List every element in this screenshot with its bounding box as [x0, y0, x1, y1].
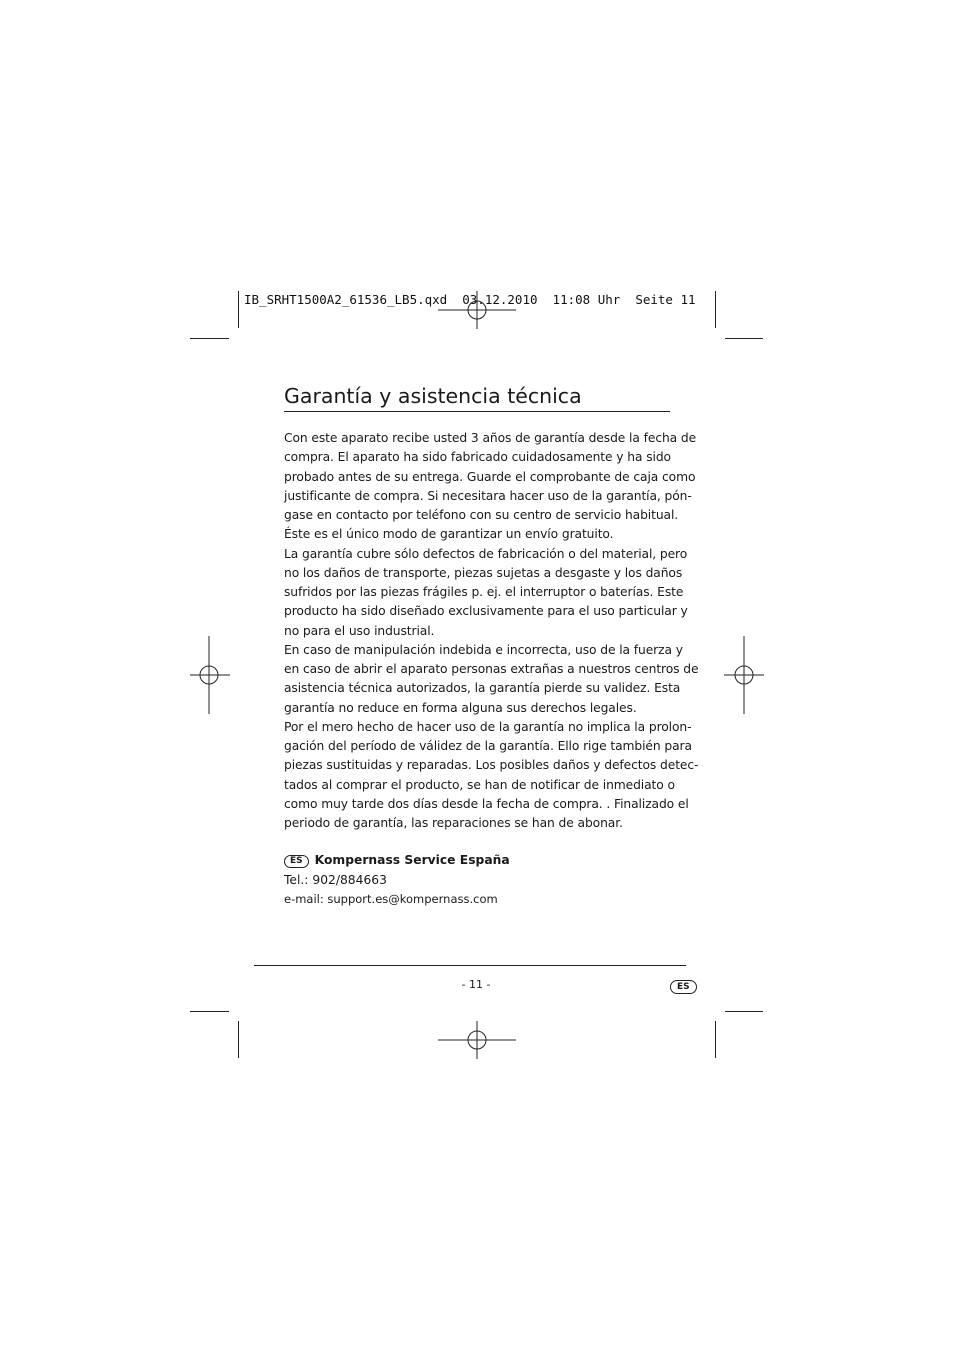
footer-divider — [254, 965, 686, 966]
crop-mark-bottom-left-vertical — [238, 1021, 239, 1058]
service-contact — [284, 851, 684, 910]
text-line: como muy tarde dos días desde la fecha de compra. . Finalizado el — [284, 796, 689, 811]
text-line: En caso de manipulación indebida e incorrecta, uso de la fuerza y — [284, 642, 683, 657]
text-line: Por el mero hecho de hacer uso de la garantía no implica la prolon- — [284, 719, 692, 734]
company-name: Kompernass Service España — [314, 853, 510, 867]
company-line — [284, 851, 684, 871]
text-line: compra. El aparato ha sido fabricado cuidadosamente y ha sido — [284, 450, 671, 465]
text-line: gase en contacto por teléfono con su centro de servicio habitual. — [284, 508, 679, 522]
warranty-text — [284, 429, 699, 833]
text-line: producto ha sido diseñado exclusivamente para el uso particular y — [284, 604, 688, 619]
language-badge: ES — [284, 855, 309, 868]
section-title: Garantía y asistencia técnica — [284, 384, 670, 412]
text-line: gación del período de válidez de la garantía. Ello rige también para — [284, 739, 692, 753]
text-line: no para el uso industrial. — [284, 623, 435, 638]
registration-mark-bottom-icon — [438, 1021, 516, 1059]
email-address: e-mail: support.es@kompernass.com — [284, 892, 498, 906]
crop-mark-top-left-horizontal — [190, 338, 229, 339]
footer-language-badge: ES — [670, 980, 697, 994]
text-line: tados al comprar el producto, se han de notificar de inmediato o — [284, 777, 675, 792]
text-line: piezas sustituidas y reparadas. Los posibles daños y defectos detec- — [284, 758, 699, 773]
crop-mark-bottom-right-horizontal — [725, 1011, 763, 1012]
text-line: asistencia técnica autorizados, la garantía pierde su validez. Esta — [284, 681, 681, 696]
phone-number: Tel.: 902/884663 — [284, 872, 387, 887]
registration-mark-left-icon — [190, 636, 230, 714]
text-line: sufridos por las piezas frágiles p. ej. el interruptor o baterías. Este — [284, 585, 684, 599]
crop-mark-top-right-vertical — [715, 291, 716, 328]
page-number: - 11 - — [461, 978, 491, 991]
crop-mark-bottom-right-vertical — [715, 1021, 716, 1058]
text-line: en caso de abrir el aparato personas extrañas a nuestros centros de — [284, 662, 699, 676]
text-line: garantía no reduce en forma alguna sus derechos legales. — [284, 700, 637, 715]
registration-mark-right-icon — [724, 636, 764, 714]
text-line: Con este aparato recibe usted 3 años de garantía desde la fecha de — [284, 431, 697, 445]
crop-mark-top-right-horizontal — [725, 338, 763, 339]
crop-mark-bottom-left-horizontal — [190, 1011, 229, 1012]
text-line: no los daños de transporte, piezas sujetas a desgaste y los daños — [284, 565, 683, 580]
text-line: probado antes de su entrega. Guarde el comprobante de caja como — [284, 469, 696, 484]
crop-mark-top-left-vertical — [238, 291, 239, 328]
print-slug: IB_SRHT1500A2_61536_LB5.qxd 03.12.2010 11:08 Uhr Seite 11 — [244, 292, 696, 307]
text-line: justificante de compra. Si necesitara hacer uso de la garantía, pón- — [284, 488, 692, 503]
registration-mark-top-icon — [438, 291, 516, 329]
text-line: periodo de garantía, las reparaciones se han de abonar. — [284, 816, 623, 830]
text-line: Éste es el único modo de garantizar un envío gratuito. — [284, 527, 614, 542]
text-line: La garantía cubre sólo defectos de fabricación o del material, pero — [284, 546, 688, 561]
